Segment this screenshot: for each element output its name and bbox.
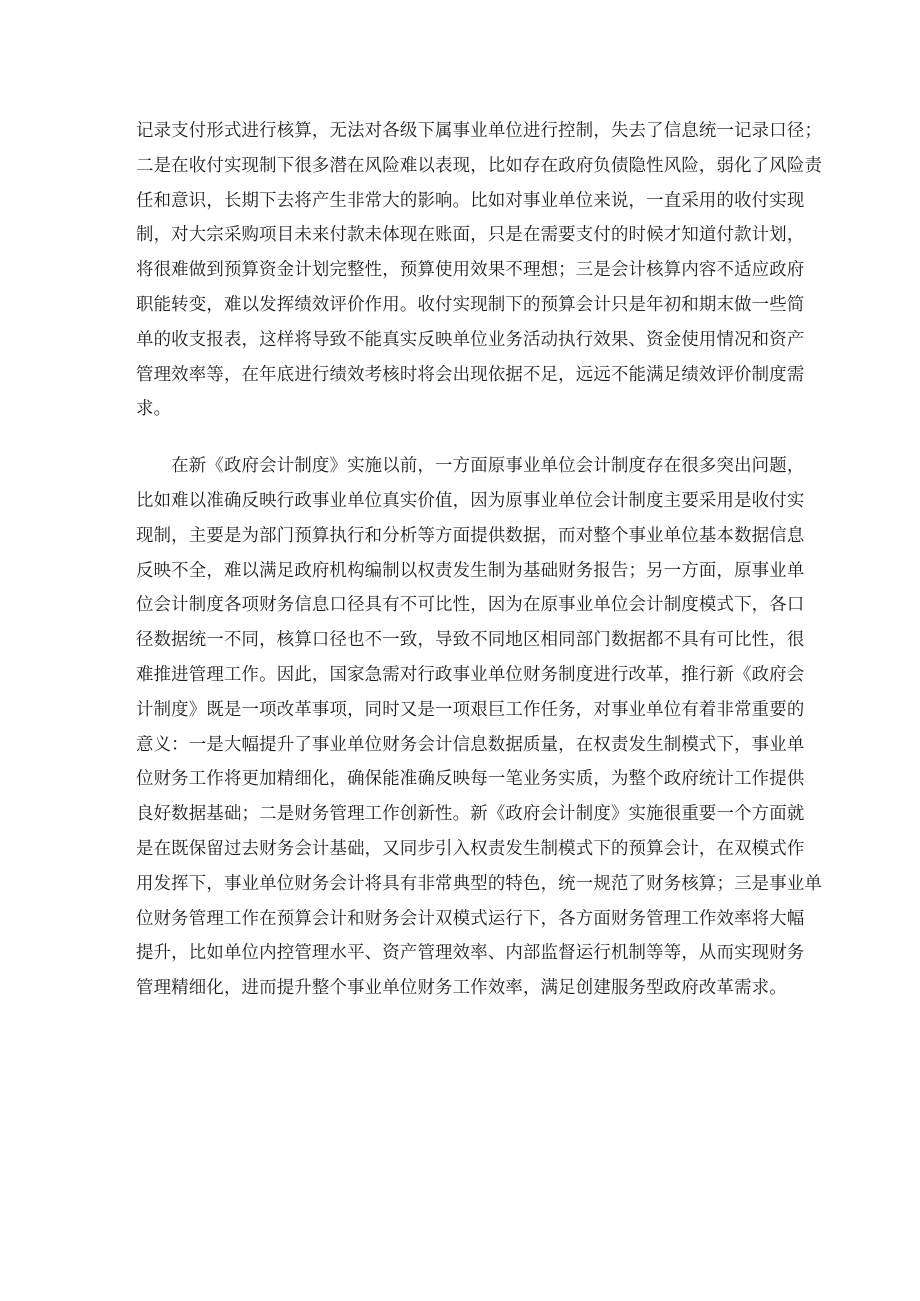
text-line: 求。: [136, 399, 172, 420]
text-line: 管理效率等，在年底进行绩效考核时将会出现依据不足，远远不能满足绩效评价制度需: [136, 364, 805, 385]
text-line: 位财务工作将更加精细化，确保能准确反映每一笔业务实质，为整个政府统计工作提供: [136, 769, 805, 790]
document-body: [136, 114, 823, 1006]
paragraph-1: [136, 114, 823, 427]
text-line: 记录支付形式进行核算，无法对各级下属事业单位进行控制，失去了信息统一记录口径；: [136, 121, 823, 141]
text-line: 二是在收付实现制下很多潜在风险难以表现，比如存在政府负债隐性风险，弱化了风险责: [136, 155, 823, 176]
text-line: 是在既保留过去财务会计基础，又同步引入权责发生制模式下的预算会计，在双模式作: [136, 838, 805, 859]
text-line: 现制，主要是为部门预算执行和分析等方面提供数据，而对整个事业单位基本数据信息: [136, 525, 805, 546]
text-line: 反映不全，难以满足政府机构编制以权责发生制为基础财务报告；另一方面，原事业单: [136, 560, 805, 581]
text-line: 计制度》既是一项改革事项，同时又是一项艰巨工作任务，对事业单位有着非常重要的: [136, 699, 805, 720]
text-line: 制，对大宗采购项目未来付款未体现在账面，只是在需要支付的时候才知道付款计划，: [136, 225, 805, 246]
text-line: 径数据统一不同，核算口径也不一致，导致不同地区相同部门数据都不具有可比性，很: [136, 630, 805, 651]
text-line: 管理精细化，进而提升整个事业单位财务工作效率，满足创建服务型政府改革需求。: [136, 978, 787, 999]
text-line: 位会计制度各项财务信息口径具有不可比性，因为在原事业单位会计制度模式下，各口: [136, 595, 805, 616]
text-line: 难推进管理工作。因此，国家急需对行政事业单位财务制度进行改革，推行新《政府会: [136, 664, 805, 685]
text-line: 提升，比如单位内控管理水平、资产管理效率、内部监督运行机制等等，从而实现财务: [136, 943, 805, 964]
text-line: 比如难以准确反映行政事业单位真实价值，因为原事业单位会计制度主要采用是收付实: [136, 490, 805, 511]
text-line: 良好数据基础；二是财务管理工作创新性。新《政府会计制度》实施很重要一个方面就: [136, 804, 805, 825]
text-line: 职能转变，难以发挥绩效评价作用。收付实现制下的预算会计只是年初和期末做一些简: [136, 294, 805, 315]
text-line: 单的收支报表，这样将导致不能真实反映单位业务活动执行效果、资金使用情况和资产: [136, 329, 805, 350]
text-line: 用发挥下，事业单位财务会计将具有非常典型的特色，统一规范了财务核算；三是事业单: [136, 873, 823, 894]
text-line: 意义：一是大幅提升了事业单位财务会计信息数据质量，在权责发生制模式下，事业单: [136, 734, 805, 755]
text-line: 将很难做到预算资金计划完整性，预算使用效果不理想；三是会计核算内容不适应政府: [136, 260, 805, 281]
text-line: 在新《政府会计制度》实施以前，一方面原事业单位会计制度存在很多突出问题，: [136, 456, 805, 477]
text-line: 位财务管理工作在预算会计和财务会计双模式运行下，各方面财务管理工作效率将大幅: [136, 908, 805, 929]
text-line: 任和意识，长期下去将产生非常大的影响。比如对事业单位来说，一直采用的收付实现: [136, 190, 805, 211]
paragraph-2: [136, 449, 823, 1006]
